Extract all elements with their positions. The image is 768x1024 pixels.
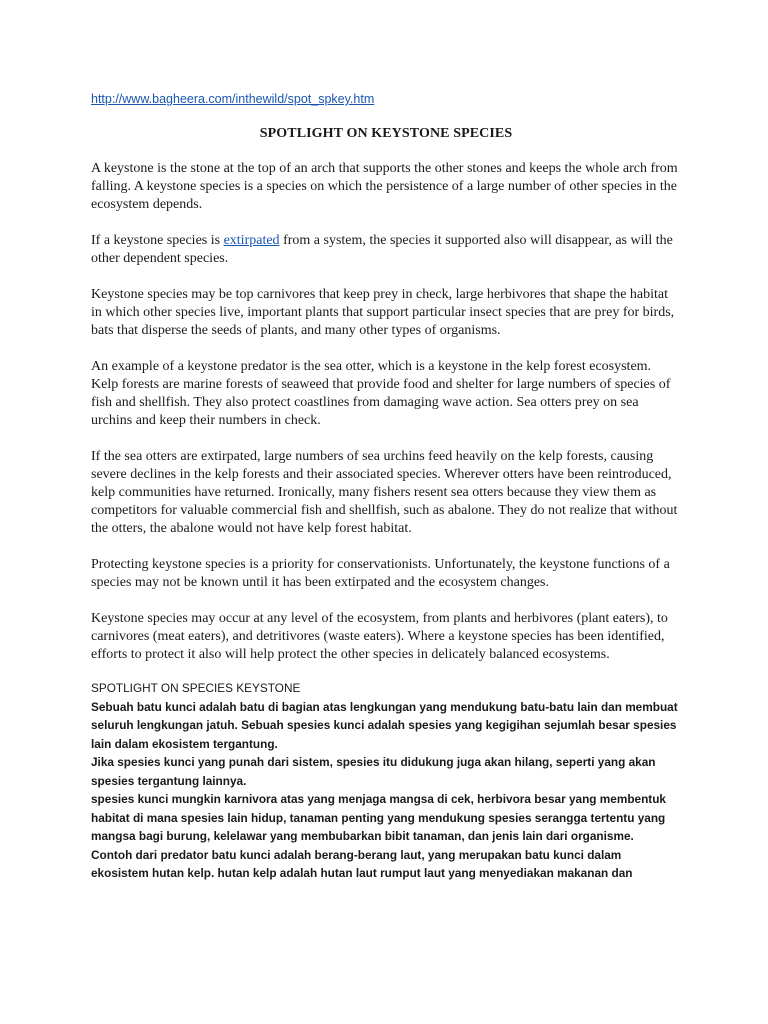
translation-paragraph-3: spesies kunci mungkin karnivora atas yang menjaga mangsa di cek, herbivora besar yang membentuk habitat di mana spesies lain hidup, tanaman penting yang mendukung spesies serangga tertentu yang mangsa bagi burung, kelelawar yang membubarkan bibit tanaman, dan jenis lain dari organisme. bbox=[91, 792, 666, 843]
translation-block bbox=[91, 679, 681, 883]
document-content bbox=[91, 90, 681, 883]
translation-title: SPOTLIGHT ON SPECIES KEYSTONE bbox=[91, 681, 301, 695]
paragraph-conservation-priority: Protecting keystone species is a priority for conservationists. Unfortunately, the keystone functions of a species may not be known until it has been extirpated and the ecosystem changes. bbox=[91, 557, 670, 590]
paragraph-otters-extirpated: If the sea otters are extirpated, large numbers of sea urchins feed heavily on the kelp forests, causing severe declines in the kelp forests and their associated species. Wherever otters have been reintroduced, kelp communities have returned. Ironically, many fishers resent sea otters because they view them as competitors for valuable commercial fish and shellfish, such as abalone. They do not realize that without the otters, the abalone would not have kelp forest habitat. bbox=[91, 449, 678, 536]
extirpated-link[interactable]: extirpated bbox=[223, 233, 280, 248]
paragraph-sea-otter-example: An example of a keystone predator is the sea otter, which is a keystone in the kelp forest ecosystem. Kelp forests are marine forests of seaweed that provide food and shelter for large numbers of species of fish and shellfish. They also protect coastlines from damaging wave action. Sea otters prey on sea urchins and keep their numbers in check. bbox=[91, 359, 671, 428]
source-url-line bbox=[91, 90, 681, 108]
translation-paragraph-4: Contoh dari predator batu kunci adalah berang-berang laut, yang merupakan batu kunci dalam ekosistem hutan kelp. hutan kelp adalah hutan laut rumput laut yang menyediakan makanan dan bbox=[91, 847, 633, 880]
source-url-link[interactable]: http://www.bagheera.com/inthewild/spot_spkey.htm bbox=[91, 92, 375, 106]
translation-paragraph-1: Sebuah batu kunci adalah batu di bagian atas lengkungan yang mendukung batu-batu lain dan membuat seluruh lengkungan jatuh. Sebuah spesies kunci adalah spesies yang kegigihan sejumlah besar spesies lain dalam ekosistem tergantung. bbox=[91, 699, 678, 751]
paragraph-keystone-definition: A keystone is the stone at the top of an arch that supports the other stones and keeps the whole arch from falling. A keystone species is a species on which the persistence of a large number of other species in the ecosystem depends. bbox=[91, 161, 678, 212]
paragraph-extirpated-before: If a keystone species is bbox=[91, 233, 224, 248]
translation-paragraph-2: Jika spesies kunci yang punah dari sistem, spesies itu didukung juga akan hilang, seperti yang akan spesies tergantung lainnya. bbox=[91, 755, 656, 788]
paragraph-ecosystem-levels: Keystone species may occur at any level of the ecosystem, from plants and herbivores (plant eaters), to carnivores (meat eaters), and detritivores (waste eaters). Where a keystone species has been identified, efforts to protect it also will help protect the other species in delicately balanced ecosystems. bbox=[91, 611, 668, 662]
paragraph-keystone-types: Keystone species may be top carnivores that keep prey in check, large herbivores that shape the habitat in which other species live, important plants that support particular insect species that are prey for birds, bats that disperse the seeds of plants, and many other types of organisms. bbox=[91, 287, 675, 338]
document-title: SPOTLIGHT ON KEYSTONE SPECIES bbox=[259, 126, 513, 141]
paragraph-extirpated-after: from a system, the species it supported also will disappear, as will the other dependent species. bbox=[91, 233, 673, 266]
paragraph-extirpated bbox=[91, 232, 681, 268]
